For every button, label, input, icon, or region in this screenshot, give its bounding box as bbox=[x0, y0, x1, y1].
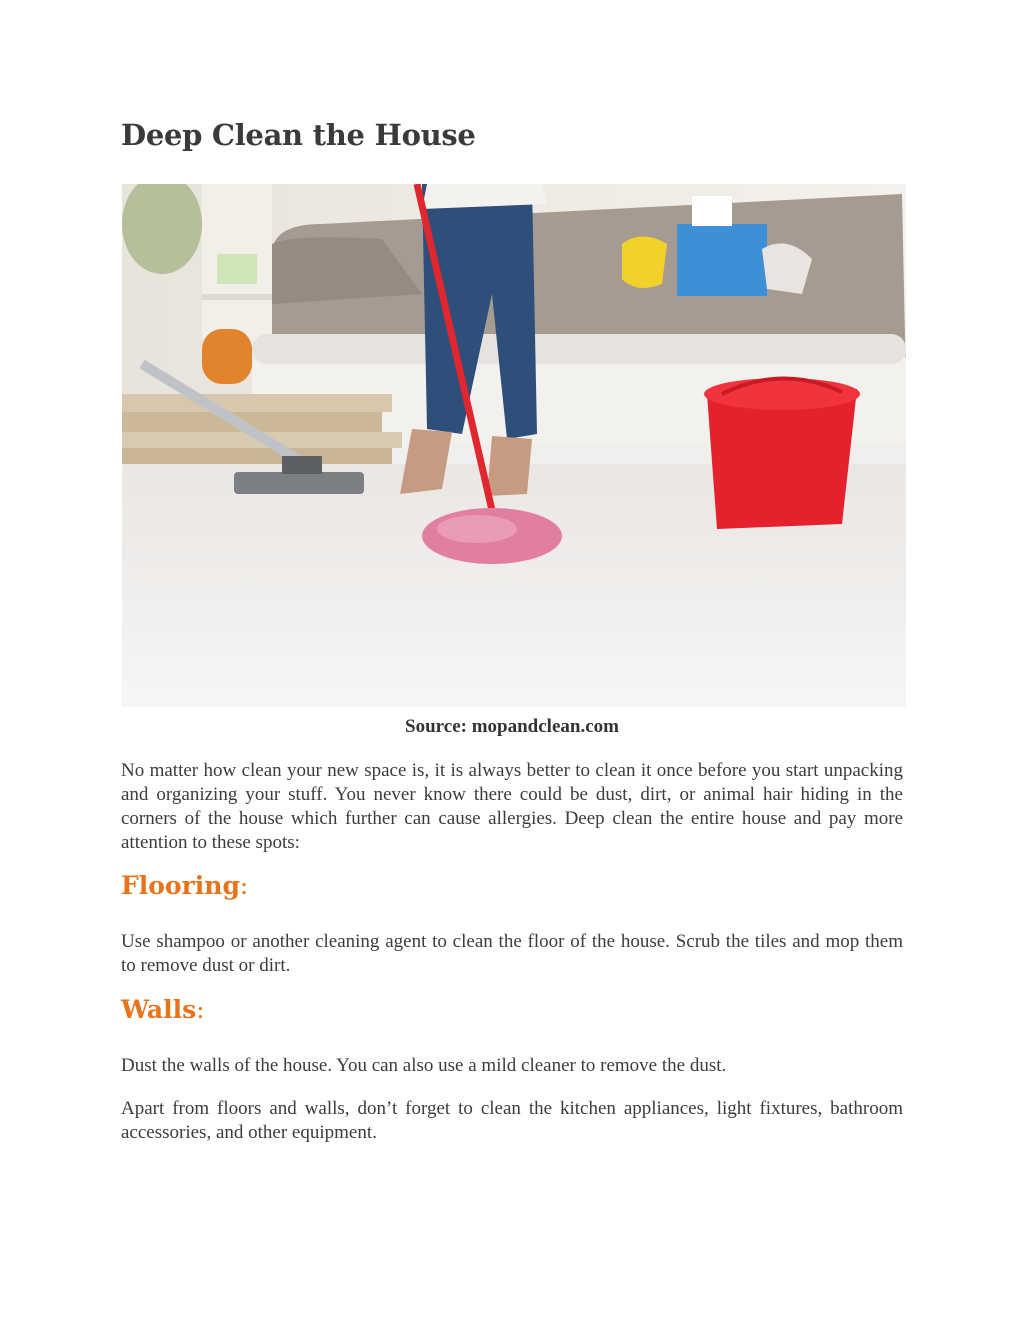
intro-paragraph: No matter how clean your new space is, it is always better to clean it once before you start unpacking and organizing your stuff. You never know there could be dust, dirt, or animal hair hiding in the corners of the house which further can cause allergies. Deep clean the entire house and pay more attention to these spots: bbox=[121, 760, 903, 853]
section-heading-label: Flooring bbox=[121, 871, 240, 900]
closing-paragraph: Apart from floors and walls, don’t forget to clean the kitchen appliances, light fixtures, bathroom accessories, and other equipment. bbox=[121, 1098, 903, 1143]
page-title: Deep Clean the House bbox=[121, 118, 476, 152]
section-body-flooring: Use shampoo or another cleaning agent to clean the floor of the house. Scrub the tiles and mop them to remove dust or dirt. bbox=[121, 931, 903, 976]
image-caption: Source: mopandclean.com bbox=[405, 716, 619, 737]
section-heading-walls bbox=[121, 995, 205, 1024]
cleaning-photo bbox=[122, 184, 906, 707]
section-heading-label: Walls bbox=[121, 995, 197, 1024]
section-heading-flooring bbox=[121, 871, 248, 900]
heading-colon: : bbox=[196, 995, 205, 1024]
section-body-walls: Dust the walls of the house. You can also use a mild cleaner to remove the dust. bbox=[121, 1055, 727, 1076]
heading-colon: : bbox=[239, 871, 249, 900]
